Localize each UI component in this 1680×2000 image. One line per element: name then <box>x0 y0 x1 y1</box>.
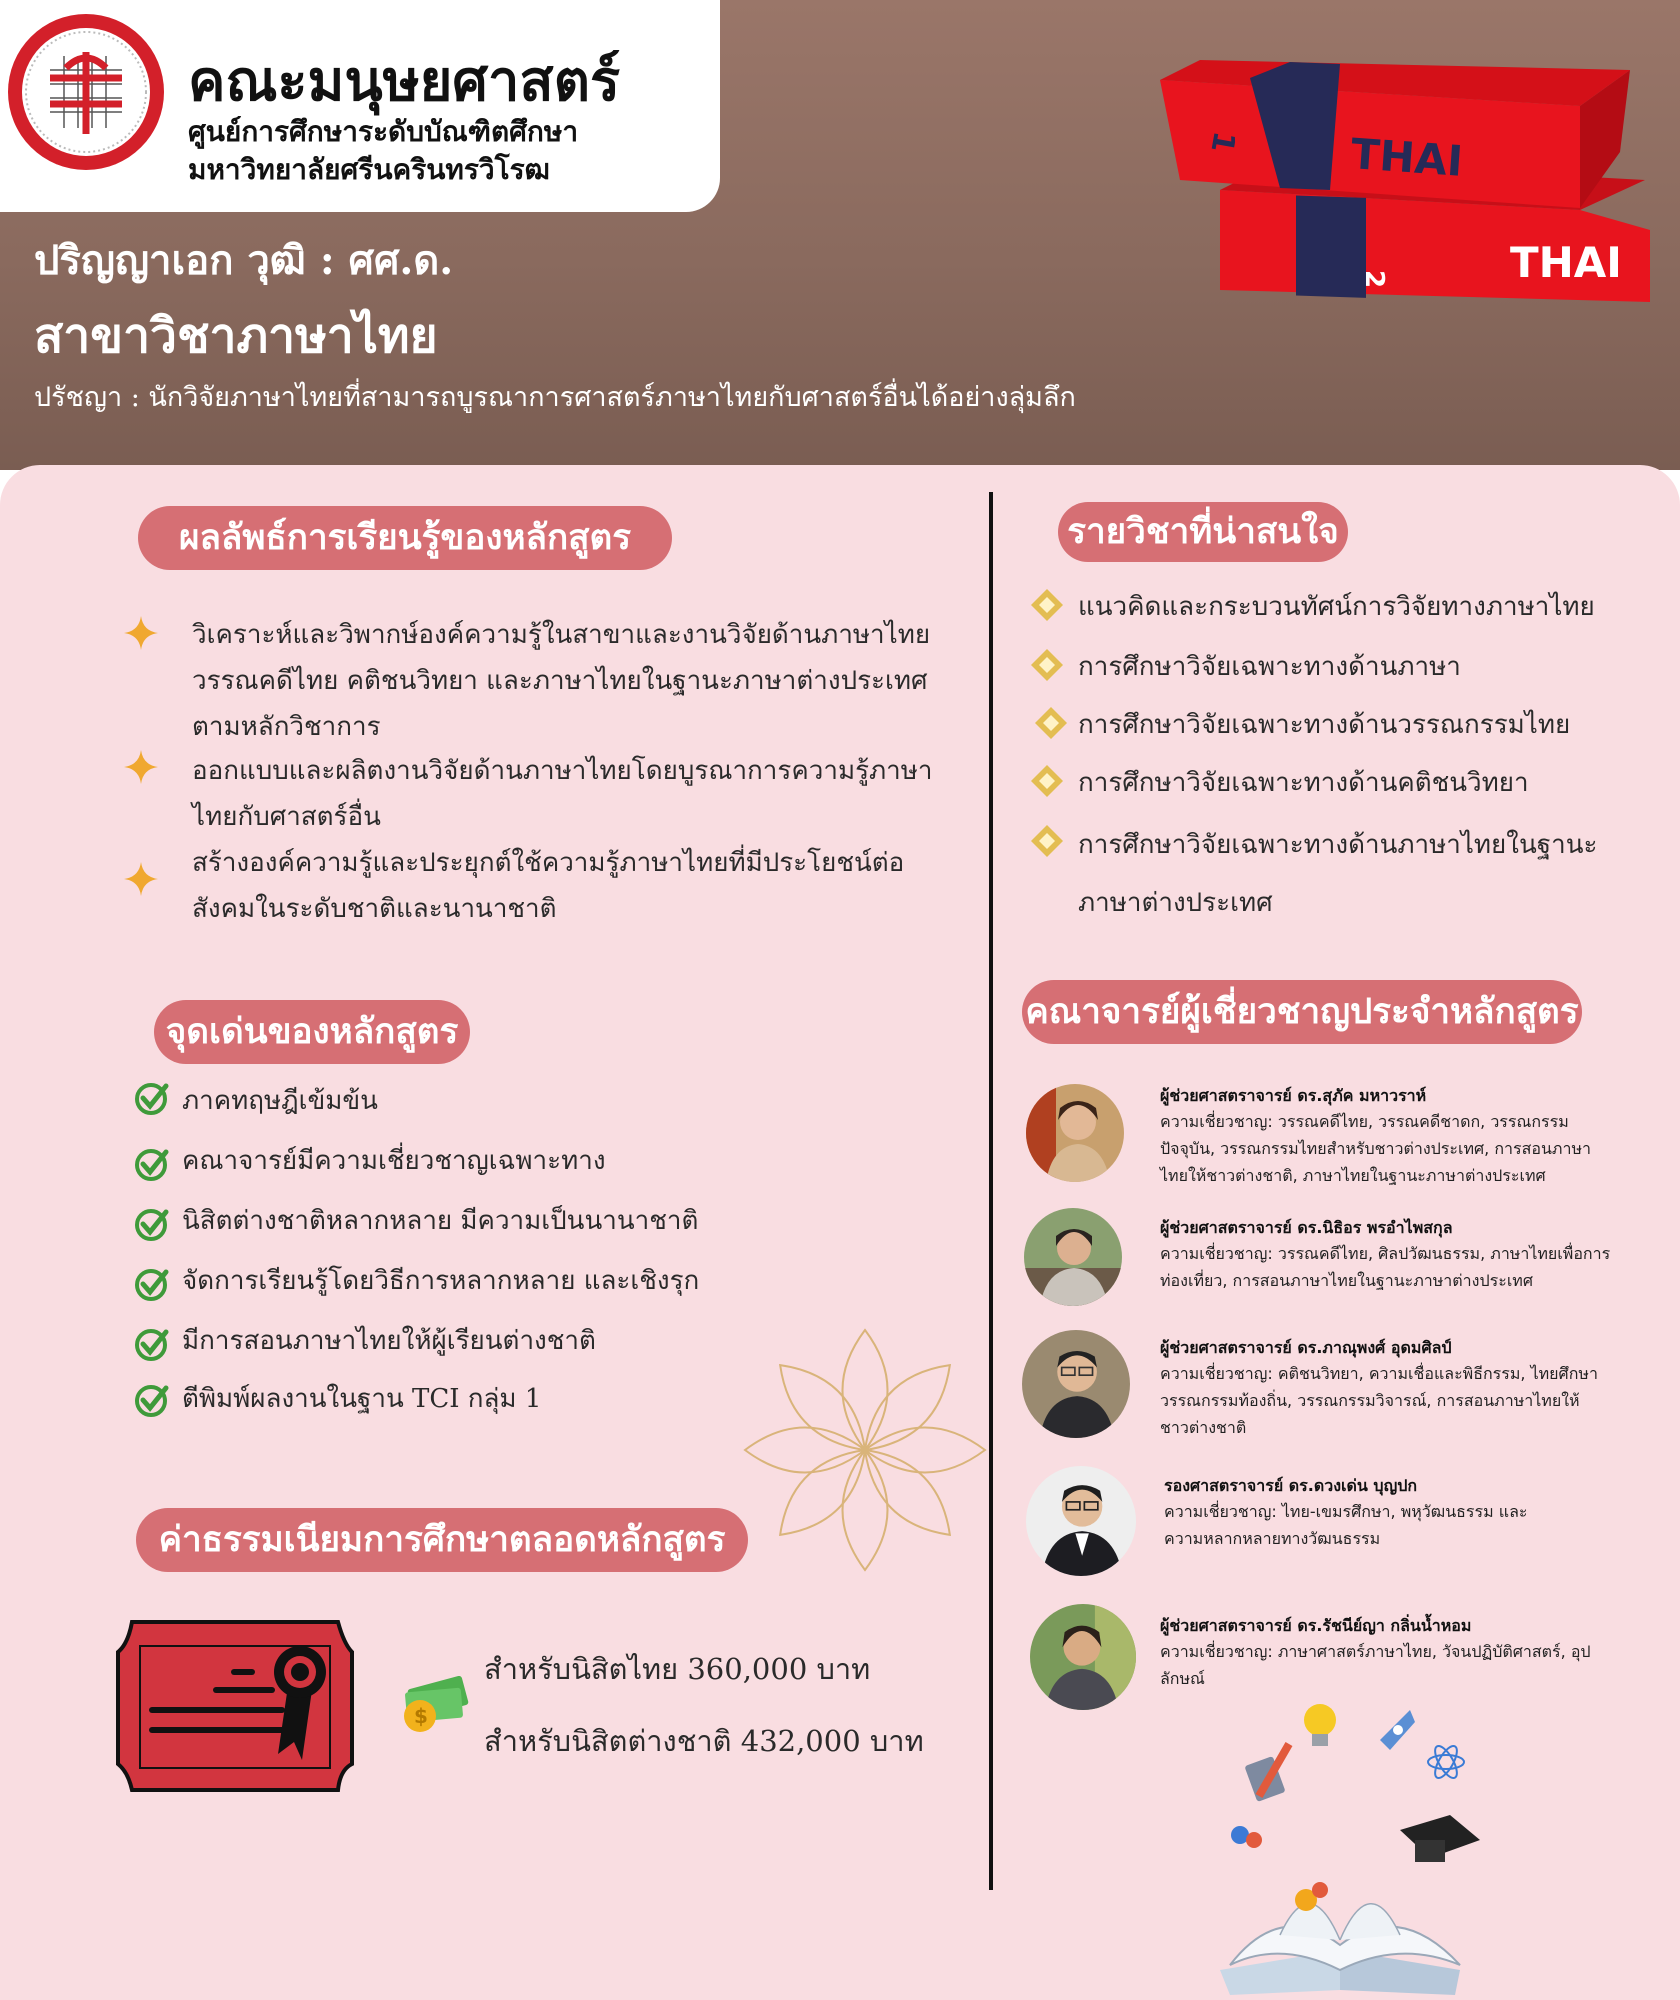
book-label-2: THAI <box>1510 238 1622 287</box>
course-item: การศึกษาวิจัยเฉพาะทางด้านวรรณกรรมไทย <box>1078 710 1571 740</box>
highlights-title: จุดเด่นของหลักสูตร <box>154 1000 470 1064</box>
faculty-name: คณะมนุษยศาสตร์ <box>188 49 621 114</box>
philosophy: ปรัชญา : นักวิจัยภาษาไทยที่สามารถบูรณาการศาสตร์ภาษาไทยกับศาสตร์อื่นได้อย่างลุ่มลึก <box>34 382 1076 413</box>
highlight-item: มีการสอนภาษาไทยให้ผู้เรียนต่างชาติ <box>182 1326 596 1356</box>
faculty-name: ผู้ช่วยศาสตราจารย์ ดร.สุภัค มหาวราห์ <box>1160 1086 1427 1105</box>
check-circle-icon <box>134 1080 170 1116</box>
learning-outcome-2: ออกแบบและผลิตงานวิจัยด้านภาษาไทยโดยบูรณาการความรู้ภาษาไทยกับศาสตร์อื่น <box>192 756 933 832</box>
check-circle-icon <box>134 1382 170 1418</box>
faculty-photo <box>1030 1604 1136 1710</box>
money-icon <box>396 1676 472 1734</box>
faculty-name: ผู้ช่วยศาสตราจารย์ ดร.ภาณุพงศ์ อุดมศิลป์ <box>1160 1338 1452 1357</box>
highlight-item: คณาจารย์มีความเชี่ยวชาญเฉพาะทาง <box>182 1146 606 1176</box>
gold-diamond-icon <box>1030 824 1064 858</box>
learning-outcome-1: วิเคราะห์และวิพากษ์องค์ความรู้ในสาขาและงานวิจัยด้านภาษาไทย วรรณคดีไทย คติชนวิทยา และภาษาไทยในฐานะภาษาต่างประเทศตามหลักวิชาการ <box>192 620 931 742</box>
highlight-item: จัดการเรียนรู้โดยวิธีการหลากหลาย และเชิงรุก <box>182 1266 700 1296</box>
course-item: การศึกษาวิจัยเฉพาะทางด้านภาษาไทยในฐานะภาษาต่างประเทศ <box>1078 830 1598 918</box>
faculty-expertise: ความเชี่ยวชาญ: วรรณคดีไทย, วรรณคดีชาดก, วรรณกรรมปัจจุบัน, วรรณกรรมไทยสำหรับชาวต่างประเทศ, การสอนภาษาไทยให้ชาวต่างชาติ, ภาษาไทยในฐานะภาษาต่างประเทศ <box>1160 1112 1591 1185</box>
column-divider <box>989 492 993 1890</box>
gold-diamond-icon <box>1030 648 1064 682</box>
logo-seal <box>6 12 166 172</box>
faculty-name: รองศาสตราจารย์ ดร.ดวงเด่น บุญปก <box>1164 1476 1418 1495</box>
course-item: การศึกษาวิจัยเฉพาะทางด้านภาษา <box>1078 652 1461 682</box>
learning-outcomes-title: ผลลัพธ์การเรียนรู้ของหลักสูตร <box>138 506 672 570</box>
degree-line: ปริญญาเอก วุฒิ : ศศ.ด. <box>34 237 454 284</box>
faculty-photo <box>1022 1330 1130 1438</box>
check-circle-icon <box>134 1266 170 1302</box>
book-label-1: THAI <box>1349 129 1465 186</box>
faculty-photo <box>1026 1466 1136 1576</box>
highlight-item: นิสิตต่างชาติหลากหลาย มีความเป็นนานาชาติ <box>182 1206 699 1236</box>
sparkle-star-icon <box>124 616 158 650</box>
gold-diamond-icon <box>1030 588 1064 622</box>
book-number-2: 2 <box>1359 270 1389 289</box>
sparkle-star-icon <box>124 750 158 784</box>
flower-ornament <box>740 1325 990 1575</box>
fee-thai: สำหรับนิสิตไทย 360,000 บาท <box>484 1652 871 1686</box>
faculty-expertise: ความเชี่ยวชาญ: คติชนวิทยา, ความเชื่อและพิธีกรรม, ไทยศึกษา วรรณกรรมท้องถิ่น, วรรณกรรมวิจารณ์, การสอนภาษาไทยให้ชาวต่างชาติ <box>1160 1364 1598 1437</box>
education-illustration <box>1210 1700 1480 2000</box>
logo-card <box>0 0 720 212</box>
courses-title: รายวิชาที่น่าสนใจ <box>1058 502 1348 562</box>
faculty-photo <box>1026 1084 1124 1182</box>
certificate-icon <box>112 1614 358 1796</box>
course-item: แนวคิดและกระบวนทัศน์การวิจัยทางภาษาไทย <box>1078 592 1595 622</box>
header-banner <box>0 0 1680 470</box>
faculty-photo <box>1024 1208 1122 1306</box>
university-name: มหาวิทยาลัยศรีนครินทรวิโรฒ <box>188 153 550 186</box>
fees-title: ค่าธรรมเนียมการศึกษาตลอดหลักสูตร <box>136 1508 748 1572</box>
sparkle-star-icon <box>124 862 158 896</box>
check-circle-icon <box>134 1206 170 1242</box>
faculty-expertise: ความเชี่ยวชาญ: ภาษาศาสตร์ภาษาไทย, วัจนปฏิบัติศาสตร์, อุปลักษณ์ <box>1160 1642 1591 1688</box>
highlight-item: ตีพิมพ์ผลงานในฐาน TCI กลุ่ม 1 <box>182 1384 542 1414</box>
svg-text:$: $ <box>414 1704 428 1728</box>
books-illustration <box>1140 40 1660 310</box>
faculty-expertise: ความเชี่ยวชาญ: วรรณคดีไทย, ศิลปวัฒนธรรม, ภาษาไทยเพื่อการท่องเที่ยว, การสอนภาษาไทยในฐานะภาษาต่างประเทศ <box>1160 1244 1611 1290</box>
faculty-name: ผู้ช่วยศาสตราจารย์ ดร.รัชนีย์ญา กลิ่นน้ำหอม <box>1160 1616 1472 1635</box>
faculty-expertise: ความเชี่ยวชาญ: ไทย-เขมรศึกษา, พหุวัฒนธรรม และความหลากหลายทางวัฒนธรรม <box>1164 1502 1528 1548</box>
learning-outcome-3: สร้างองค์ความรู้และประยุกต์ใช้ความรู้ภาษาไทยที่มีประโยชน์ต่อสังคมในระดับชาติและนานาชาติ <box>192 848 905 924</box>
gold-diamond-icon <box>1034 706 1068 740</box>
faculty-name: ผู้ช่วยศาสตราจารย์ ดร.นิธิอร พรอำไพสกุล <box>1160 1218 1453 1237</box>
faculty-title: คณาจารย์ผู้เชี่ยวชาญประจำหลักสูตร <box>1022 980 1582 1044</box>
highlight-item: ภาคทฤษฎีเข้มข้น <box>182 1086 378 1116</box>
program-name: สาขาวิชาภาษาไทย <box>34 308 438 364</box>
fee-foreign: สำหรับนิสิตต่างชาติ 432,000 บาท <box>484 1724 924 1758</box>
center-name: ศูนย์การศึกษาระดับบัณฑิตศึกษา <box>188 115 579 148</box>
check-circle-icon <box>134 1326 170 1362</box>
check-circle-icon <box>134 1146 170 1182</box>
book-number-1: 1 <box>1203 128 1242 156</box>
gold-diamond-icon <box>1030 764 1064 798</box>
course-item: การศึกษาวิจัยเฉพาะทางด้านคติชนวิทยา <box>1078 768 1529 798</box>
